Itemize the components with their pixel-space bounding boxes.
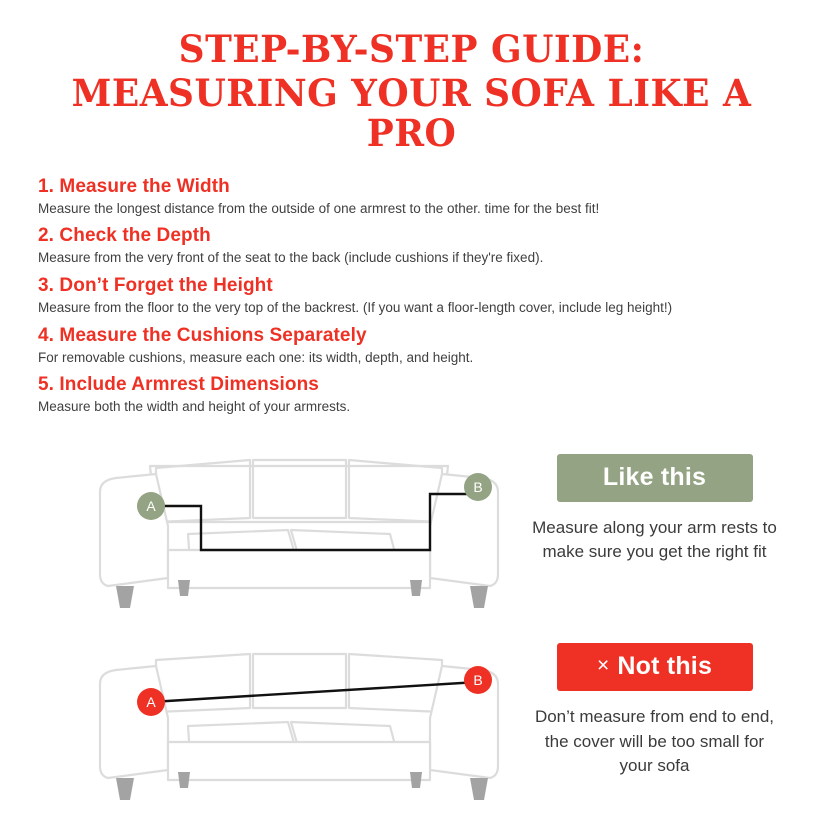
marker-b-correct-label: B [473, 478, 483, 495]
not-this-badge-label: Not this [617, 651, 713, 680]
step-body: Measure from the floor to the very top of the backrest. (If you want a floor-length cover, include leg height!) [38, 299, 673, 315]
step-item [38, 374, 785, 416]
step-body: For removable cushions, measure each one: its width, depth, and height. [38, 349, 474, 365]
marker-a-correct-label: A [146, 497, 156, 514]
like-this-caption: Measure along your arm rests to make sure you get the right fit [532, 517, 777, 562]
page-title [38, 27, 785, 155]
bad-example-block [524, 643, 785, 779]
cross-icon: × [596, 653, 610, 677]
sofa-diagram-incorrect [38, 630, 508, 810]
marker-a-incorrect-label: A [146, 693, 156, 710]
step-heading: 4. Measure the Cushions Separately [38, 324, 367, 346]
step-heading: 5. Include Armrest Dimensions [38, 374, 319, 396]
like-this-badge: Like this [557, 454, 753, 502]
step-heading: 3. Don’t Forget the Height [38, 274, 273, 296]
steps-list [38, 176, 785, 416]
step-body: Measure the longest distance from the outside of one armrest to the other. time for the best fit! [38, 200, 600, 216]
good-example-block [524, 454, 785, 565]
step-body: Measure both the width and height of your armrests. [38, 399, 351, 415]
marker-b-incorrect-label: B [473, 671, 483, 688]
examples-section [38, 430, 785, 810]
title-line-1: STEP-BY-STEP GUIDE: [178, 27, 645, 71]
step-heading: 1. Measure the Width [38, 175, 230, 197]
title-line-2: MEASURING YOUR SOFA LIKE A PRO [71, 70, 752, 155]
step-item [38, 275, 785, 317]
sofa-illustrations [38, 430, 518, 810]
step-body: Measure from the very front of the seat to the back (include cushions if they're fixed). [38, 250, 544, 266]
step-heading: 2. Check the Depth [38, 225, 211, 247]
not-this-badge [557, 643, 753, 691]
examples-captions [524, 430, 785, 810]
step-item [38, 225, 785, 267]
sofa-diagram-correct [38, 430, 508, 620]
step-item [38, 325, 785, 367]
not-this-caption: Don’t measure from end to end, the cover will be too small for your sofa [534, 706, 775, 776]
step-item [38, 176, 785, 218]
